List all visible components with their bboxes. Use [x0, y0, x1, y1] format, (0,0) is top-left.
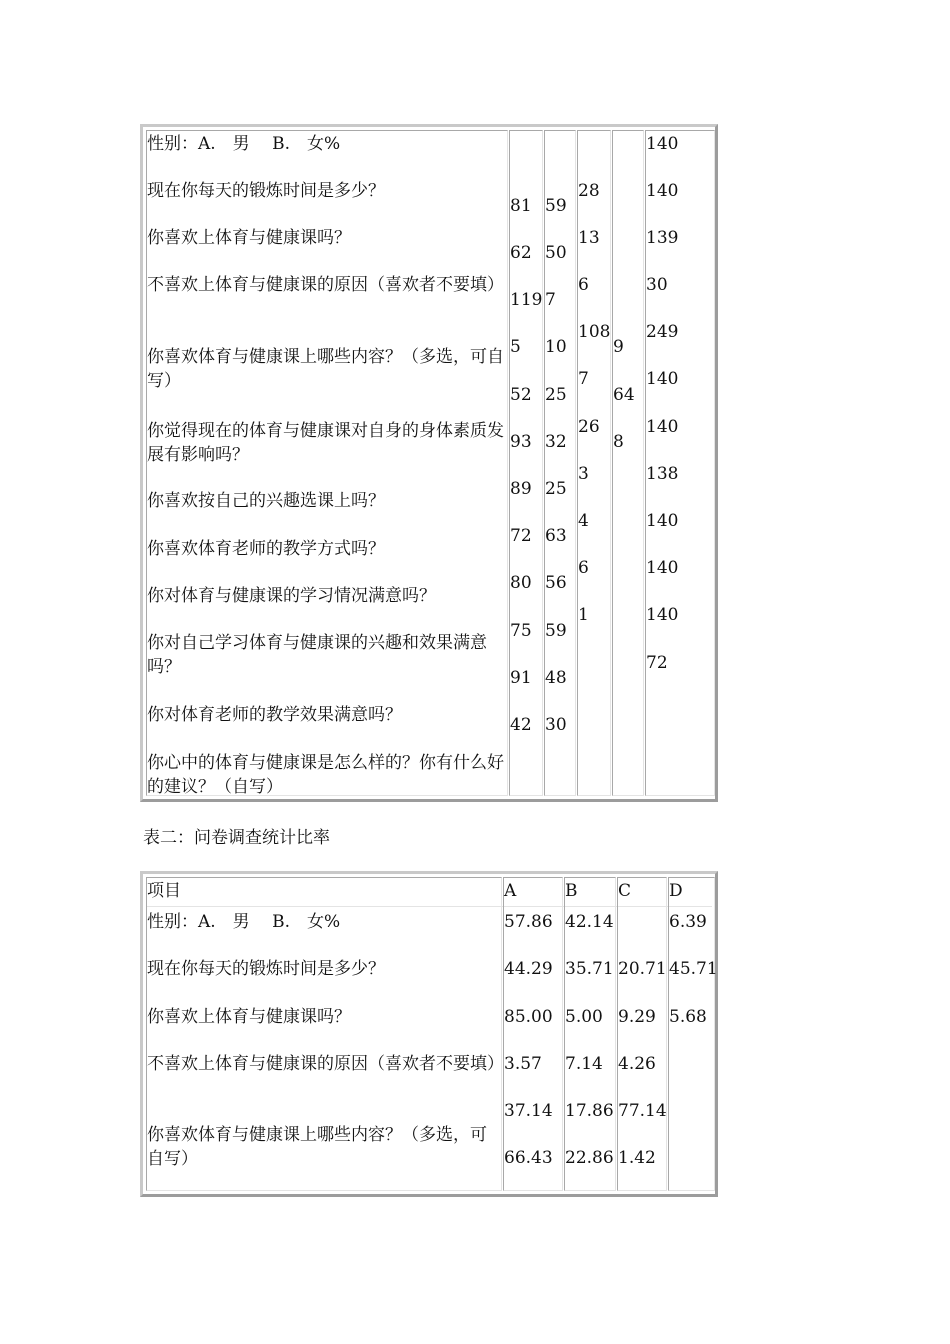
total-cell: 140: [646, 134, 679, 154]
count-cell: 59: [545, 621, 567, 641]
count-cell: 13: [578, 228, 600, 248]
count-cell: 5: [510, 337, 521, 357]
total-cell: 140: [646, 558, 679, 578]
survey-count-table: [140, 124, 718, 802]
count-cell: 7: [545, 290, 556, 310]
count-cell: 63: [545, 526, 567, 546]
total-cell: 139: [646, 228, 679, 248]
ratio-cell: 37.14: [504, 1101, 553, 1121]
header-c: C: [618, 881, 632, 901]
total-cell: 140: [646, 605, 679, 625]
count-cell: 8: [613, 432, 624, 452]
ratio-cell: 77.14: [618, 1101, 667, 1121]
count-cell: 81: [510, 196, 532, 216]
header-project: 项目: [147, 881, 181, 901]
count-cell: 91: [510, 668, 532, 688]
count-cell: 62: [510, 243, 532, 263]
count-cell: 93: [510, 432, 532, 452]
ratio-cell: 57.86: [504, 912, 553, 932]
question-text: 你喜欢体育老师的教学方式吗？: [147, 539, 385, 559]
total-cell: 140: [646, 181, 679, 201]
ratio-cell: 1.42: [618, 1148, 656, 1168]
question-text: 你对体育与健康课的学习情况满意吗？: [147, 586, 436, 606]
count-cell: 75: [510, 621, 532, 641]
count-cell: 6: [578, 558, 589, 578]
count-cell: 7: [578, 369, 589, 389]
count-cell: 1: [578, 605, 589, 625]
question-text: 你对体育老师的教学效果满意吗？: [147, 705, 402, 725]
question-text: 现在你每天的锻炼时间是多少？: [147, 959, 385, 979]
question-text: 你喜欢体育与健康课上哪些内容？（多选，可自写）: [147, 347, 504, 391]
ratio-cell: 5.00: [565, 1007, 603, 1027]
question-text: 性别：A. 男 B. 女%: [147, 134, 341, 154]
ratio-cell: 85.00: [504, 1007, 553, 1027]
ratio-cell: 6.39: [669, 912, 707, 932]
total-cell: 138: [646, 464, 679, 484]
count-cell: 72: [510, 526, 532, 546]
count-cell: 30: [545, 715, 567, 735]
header-b: B: [565, 881, 578, 901]
ratio-cell: 7.14: [565, 1054, 603, 1074]
count-cell: 26: [578, 417, 600, 437]
total-cell: 249: [646, 322, 679, 342]
question-text: 你喜欢体育与健康课上哪些内容？（多选，可自写）: [147, 1125, 487, 1169]
count-cell: 4: [578, 511, 589, 531]
col-d: [612, 130, 644, 796]
count-cell: 108: [578, 322, 611, 342]
ratio-cell: 5.68: [669, 1007, 707, 1027]
header-d: D: [669, 881, 683, 901]
count-cell: 50: [545, 243, 567, 263]
ratio-cell: 17.86: [565, 1101, 614, 1121]
total-cell: 72: [646, 653, 668, 673]
table-caption: 表二：问卷调查统计比率: [143, 828, 330, 848]
count-cell: 56: [545, 573, 567, 593]
total-cell: 140: [646, 511, 679, 531]
question-text: 你喜欢上体育与健康课吗？: [147, 228, 351, 248]
count-cell: 25: [545, 385, 567, 405]
count-cell: 89: [510, 479, 532, 499]
count-cell: 32: [545, 432, 567, 452]
total-cell: 140: [646, 369, 679, 389]
count-cell: 25: [545, 479, 567, 499]
question-text: 你心中的体育与健康课是怎么样的？你有什么好的建议？（自写）: [147, 753, 504, 797]
question-text: 你喜欢按自己的兴趣选课上吗？: [147, 491, 385, 511]
count-cell: 10: [545, 337, 567, 357]
count-cell: 42: [510, 715, 532, 735]
question-text: 不喜欢上体育与健康课的原因（喜欢者不要填）: [147, 275, 504, 295]
total-cell: 140: [646, 417, 679, 437]
question-text: 不喜欢上体育与健康课的原因（喜欢者不要填）: [147, 1054, 504, 1074]
count-cell: 52: [510, 385, 532, 405]
total-cell: 30: [646, 275, 668, 295]
ratio-cell: 9.29: [618, 1007, 656, 1027]
ratio-cell: 22.86: [565, 1148, 614, 1168]
col-a: [509, 130, 543, 796]
header-a: A: [504, 881, 517, 901]
survey-ratio-table: [140, 871, 718, 1197]
ratio-cell: 44.29: [504, 959, 553, 979]
count-cell: 9: [613, 337, 624, 357]
ratio-cell: 4.26: [618, 1054, 656, 1074]
ratio-cell: 3.57: [504, 1054, 542, 1074]
question-text: 你觉得现在的体育与健康课对自身的身体素质发展有影响吗？: [147, 421, 504, 465]
count-cell: 59: [545, 196, 567, 216]
col-c: [617, 877, 667, 1191]
count-cell: 6: [578, 275, 589, 295]
count-cell: 3: [578, 464, 589, 484]
question-text: 现在你每天的锻炼时间是多少？: [147, 181, 385, 201]
count-cell: 48: [545, 668, 567, 688]
count-cell: 64: [613, 385, 635, 405]
count-cell: 119: [510, 290, 543, 310]
question-text: 你对自己学习体育与健康课的兴趣和效果满意吗？: [147, 633, 487, 677]
col-b: [544, 130, 576, 796]
question-text: 你喜欢上体育与健康课吗？: [147, 1007, 351, 1027]
count-cell: 28: [578, 181, 600, 201]
ratio-cell: 35.71: [565, 959, 614, 979]
ratio-cell: 45.71: [669, 959, 718, 979]
ratio-cell: 66.43: [504, 1148, 553, 1168]
ratio-cell: 20.71: [618, 959, 667, 979]
ratio-cell: 42.14: [565, 912, 614, 932]
question-text: 性别：A. 男 B. 女%: [147, 912, 341, 932]
count-cell: 80: [510, 573, 532, 593]
